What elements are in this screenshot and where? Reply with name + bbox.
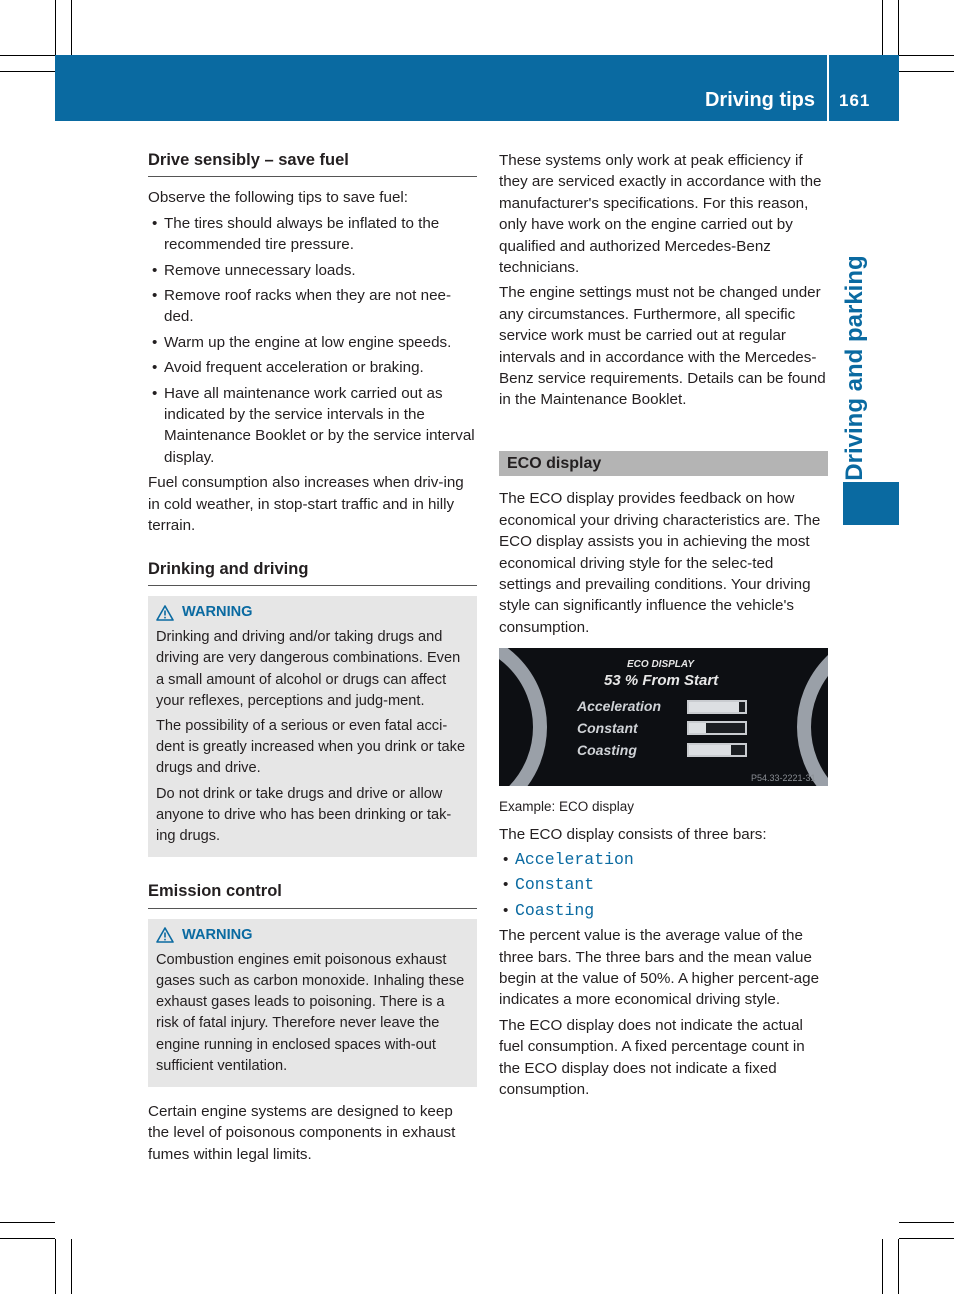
list-item: • Warm up the engine at low engine speeds. [148, 332, 477, 353]
display-term: Coasting [515, 900, 595, 920]
list-item: • The tires should always be inflated to the recommended tire pressure. [148, 213, 477, 256]
list-item [499, 900, 828, 921]
section-heading: Drinking and driving [148, 559, 477, 586]
crop-mark [0, 55, 55, 56]
list-item [499, 874, 828, 895]
warning-label: WARNING [182, 926, 253, 943]
chapter-tab [838, 255, 872, 481]
eco-display-photo [499, 648, 828, 786]
list-item: • Avoid frequent acceleration or braking. [148, 357, 477, 378]
paragraph: The percent value is the average value of the three bars. The three bars and the mean value begin at the value of 50%. A higher percent-age indicates a more economical driving style. [499, 927, 820, 1009]
crop-mark [55, 1239, 56, 1294]
bars-list [499, 849, 828, 921]
paragraph: Fuel consumption also increases when driv-ing in cold weather, in stop-start traffic and in hilly terrain. [148, 474, 464, 535]
warning-heading [156, 925, 469, 946]
crop-mark [899, 71, 954, 72]
tips-list [148, 213, 477, 468]
eco-bar-fill [689, 745, 731, 755]
crop-mark [899, 1222, 954, 1223]
photo-reference: P54.33-2221-31 [751, 773, 816, 784]
page-number: 161 [839, 91, 871, 110]
page-header [55, 55, 899, 121]
instrument-dial-left [499, 648, 547, 786]
crop-mark [899, 55, 954, 56]
eco-row-label: Coasting [577, 742, 637, 759]
paragraph: The ECO display consists of three bars: [499, 825, 767, 843]
crop-mark [0, 71, 55, 72]
crop-mark [0, 1238, 55, 1239]
warning-triangle-icon [156, 605, 174, 621]
chapter-tab-marker [843, 482, 899, 525]
paragraph: Observe the following tips to save fuel: [148, 189, 409, 207]
paragraph: Certain engine systems are designed to keep the level of poisonous components in exhaust fumes within legal limits. [148, 1102, 456, 1163]
display-term: Constant [515, 875, 595, 895]
paragraph: The ECO display provides feedback on how economical your driving characteristics are. The ECO display assists you in achieving the most economical driving style for the selec-ted settings and prevailing conditions. Your driving style can significantly influence the vehicle's consumption. [499, 490, 821, 636]
paragraph: These systems only work at peak efficiency if they are serviced exactly in accordance with the manufacturer's specifications. For this reason, only have work on the engine carried out by qualified and authorized Mercedes-Benz technicians. [499, 152, 822, 277]
section-heading-bar: ECO display [499, 451, 828, 476]
right-column [499, 150, 828, 1104]
list-item: • Remove unnecessary loads. [148, 260, 477, 281]
eco-bar [687, 743, 747, 757]
eco-bar [687, 700, 747, 714]
crop-mark [55, 0, 56, 55]
figure-caption: Example: ECO display [499, 799, 635, 815]
eco-row-label: Acceleration [577, 698, 662, 715]
warning-text: Combustion engines emit poisonous exhaust gases such as carbon monoxide. Inhaling these exhaust gases leads to poisoning. There is a risk of fatal injury. Therefore never leave the engine running in enclosed spaces with-out sufficient ventilation. [156, 951, 465, 1074]
warning-label: WARNING [182, 603, 253, 620]
crop-mark [71, 1239, 72, 1294]
warning-text: Drinking and driving and/or taking drugs and driving are very dangerous combinations. Even a small amount of alcohol or drugs can affect your reflexes, perceptions and judg-ment. [156, 629, 461, 709]
section-heading: Drive sensibly – save fuel [148, 150, 477, 177]
warning-heading [156, 602, 469, 623]
list-item: • Remove roof racks when they are not nee-ded. [148, 285, 477, 328]
paragraph: The engine settings must not be changed under any circumstances. Furthermore, all specific service work must be carried out at regular intervals and in accordance with the Mercedes-Benz service requirements. Details can be found in the Maintenance Booklet. [499, 284, 826, 409]
list-item: • Have all maintenance work carried out as indicated by the service intervals in the Maintenance Booklet or by the service interval display. [148, 383, 477, 469]
section-title: Driving tips [704, 89, 815, 111]
eco-bar-fill [689, 723, 706, 733]
paragraph: The ECO display does not indicate the actual fuel consumption. A fixed percentage count in the ECO display does not indicate a fixed consumption. [499, 1016, 805, 1098]
crop-mark [898, 1239, 899, 1294]
crop-mark [898, 0, 899, 55]
warning-text: Do not drink or take drugs and drive or allow anyone to drive who has been drinking or tak-ing drugs. [156, 785, 452, 844]
crop-mark [882, 1239, 883, 1294]
warning-box [148, 919, 477, 1087]
instrument-dial-right [797, 648, 828, 786]
crop-mark [882, 0, 883, 55]
warning-triangle-icon [156, 927, 174, 943]
eco-screen-title: ECO DISPLAY [627, 659, 695, 671]
display-term: Acceleration [515, 849, 634, 869]
eco-bar [687, 721, 747, 735]
eco-screen-value: 53 % From Start [604, 672, 719, 690]
chapter-tab-label: Driving and parking [841, 255, 868, 481]
crop-mark [0, 1222, 55, 1223]
header-divider [827, 55, 829, 121]
crop-mark [899, 1238, 954, 1239]
left-column [148, 150, 477, 1169]
crop-mark [71, 0, 72, 55]
eco-bar-fill [689, 702, 739, 712]
warning-box [148, 596, 477, 857]
eco-row-label: Constant [577, 720, 638, 737]
section-heading: Emission control [148, 881, 477, 908]
warning-text: The possibility of a serious or even fatal acci-dent is greatly increased when you drink or take drugs and drive. [156, 717, 466, 777]
list-item [499, 849, 828, 870]
